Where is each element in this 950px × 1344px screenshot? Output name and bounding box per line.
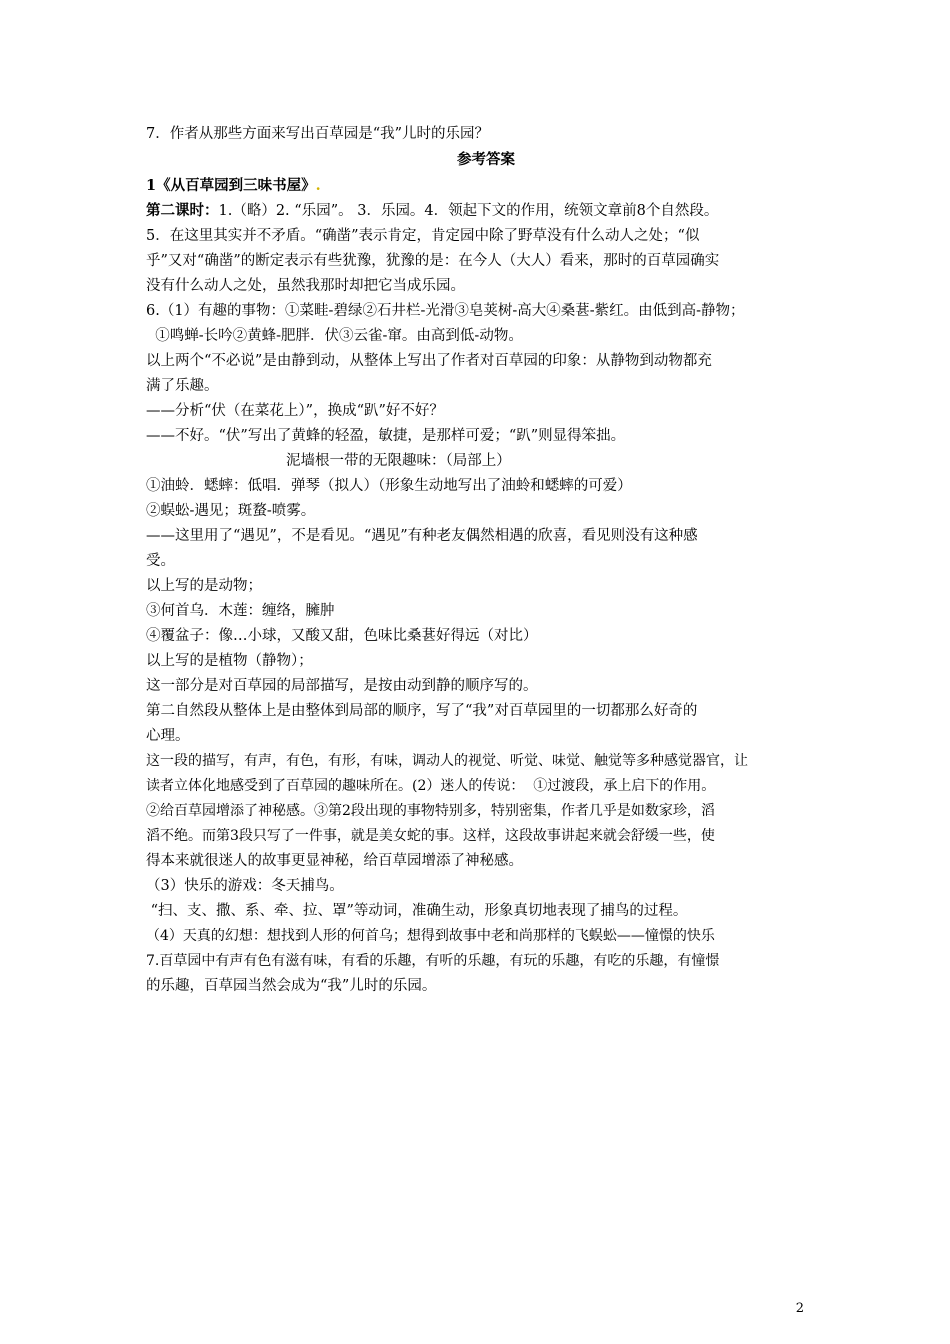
answer-line: （4）天真的幻想：想找到人形的何首乌；想得到故事中老和尚那样的飞蜈蚣——憧憬的快乐 (146, 928, 715, 944)
question-7: 7．作者从那些方面来写出百草园是“我”儿时的乐园？ (146, 126, 490, 142)
answer-line: 的乐趣，百草园当然会成为“我”儿时的乐园。 (146, 978, 437, 994)
answer-line: 以上写的是动物； (146, 578, 262, 594)
answer-line: 以上两个“不必说”是由静到动，从整体上写出了作者对百草园的印象：从静物到动物都充 (146, 353, 712, 369)
answer-line: 心理。 (146, 728, 190, 744)
answer-line: ——这里用了“遇见”，不是看见。“遇见”有种老友偶然相遇的欣喜，看见则没有这种感 (146, 528, 698, 544)
answer-line: 满了乐趣。 (146, 378, 219, 394)
answer-line: ——分析“伏（在菜花上）”，换成“趴”好不好？ (146, 403, 444, 419)
answer-line: 5．在这里其实并不矛盾。“确凿”表示肯定，肯定园中除了野草没有什么动人之处；“似 (146, 228, 700, 244)
answer-line: 这一段的描写，有声，有色，有形，有味，调动人的视觉、听觉、味觉、触觉等多种感觉器官，让 (146, 753, 748, 769)
page-number: 2 (795, 1301, 804, 1316)
answer-line: “扫、支、撒、系、牵、拉、罩”等动词，准确生动，形象真切地表现了捕鸟的过程。 (146, 903, 688, 919)
second-lesson-text: 1.（略）2. “乐园”。 3．乐园。4．领起下文的作用，统领文章前8个自然段。 (218, 203, 719, 219)
answer-line: （3）快乐的游戏：冬天捕鸟。 (146, 878, 344, 894)
answer-line: ④覆盆子：像…小球，又酸又甜，色味比桑葚好得远（对比） (146, 628, 538, 644)
answer-line: ③何首乌．木莲：缠络，臃肿 (146, 603, 335, 619)
second-lesson-label: 第二课时： (146, 202, 219, 219)
answer-line: 以上写的是植物（静物）； (146, 653, 313, 669)
answer-line: 第二自然段从整体上是由整体到局部的顺序，写了“我”对百草园里的一切都那么好奇的 (146, 703, 698, 719)
answer-line-indented: 泥墙根一带的无限趣味：（局部上） (286, 453, 511, 469)
lesson-title (146, 174, 826, 198)
lesson-title-dot: . (315, 177, 321, 194)
lesson-title-text: 1《从百草园到三味书屋》 (146, 177, 316, 194)
answer-line: 没有什么动人之处，虽然我那时却把它当成乐园。 (146, 278, 465, 294)
answer-line: 乎”又对“确凿”的断定表示有些犹豫，犹豫的是：在今人（大人）看来，那时的百草园确实 (146, 253, 720, 269)
answer-line: ①鸣蝉-长吟②黄蜂-肥胖．伏③云雀-窜。由高到低-动物。 (146, 328, 523, 344)
answer-line: 7.百草园中有声有色有滋有味，有看的乐趣，有听的乐趣，有玩的乐趣，有吃的乐趣，有憧憬 (146, 953, 720, 969)
answer-line: 这一部分是对百草园的局部描写，是按由动到静的顺序写的。 (146, 678, 538, 694)
answer-line: 读者立体化地感受到了百草园的趣味所在。(2）迷人的传说： ①过渡段，承上启下的作用。 (146, 778, 716, 794)
answer-line: ②蜈蚣-遇见；斑蝥-喷雾。 (146, 503, 316, 519)
answer-line: ②给百草园增添了神秘感。③第2段出现的事物特别多，特别密集，作者几乎是如数家珍，滔 (146, 803, 715, 819)
answer-line: ①油蛉．蟋蟀：低唱．弹琴（拟人）（形象生动地写出了油蛉和蟋蟀的可爱） (146, 478, 632, 494)
answer-line: 6.（1）有趣的事物：①菜畦-碧绿②石井栏-光滑③皂荚树-高大④桑葚-紫红。由低到高-静物； (146, 303, 745, 319)
answer-line: 得本来就很迷人的故事更显神秘，给百草园增添了神秘感。 (146, 853, 523, 869)
answer-line: 滔不绝。而第3段只写了一件事，就是美女蛇的事。这样，这段故事讲起来就会舒缓一些，使 (146, 828, 715, 844)
second-lesson-line (146, 199, 826, 223)
answer-line: 受。 (146, 553, 175, 569)
answers-heading: 参考答案 (457, 151, 515, 168)
answer-line: ——不好。“伏”写出了黄蜂的轻盈，敏捷，是那样可爱；“趴”则显得笨拙。 (146, 428, 626, 444)
